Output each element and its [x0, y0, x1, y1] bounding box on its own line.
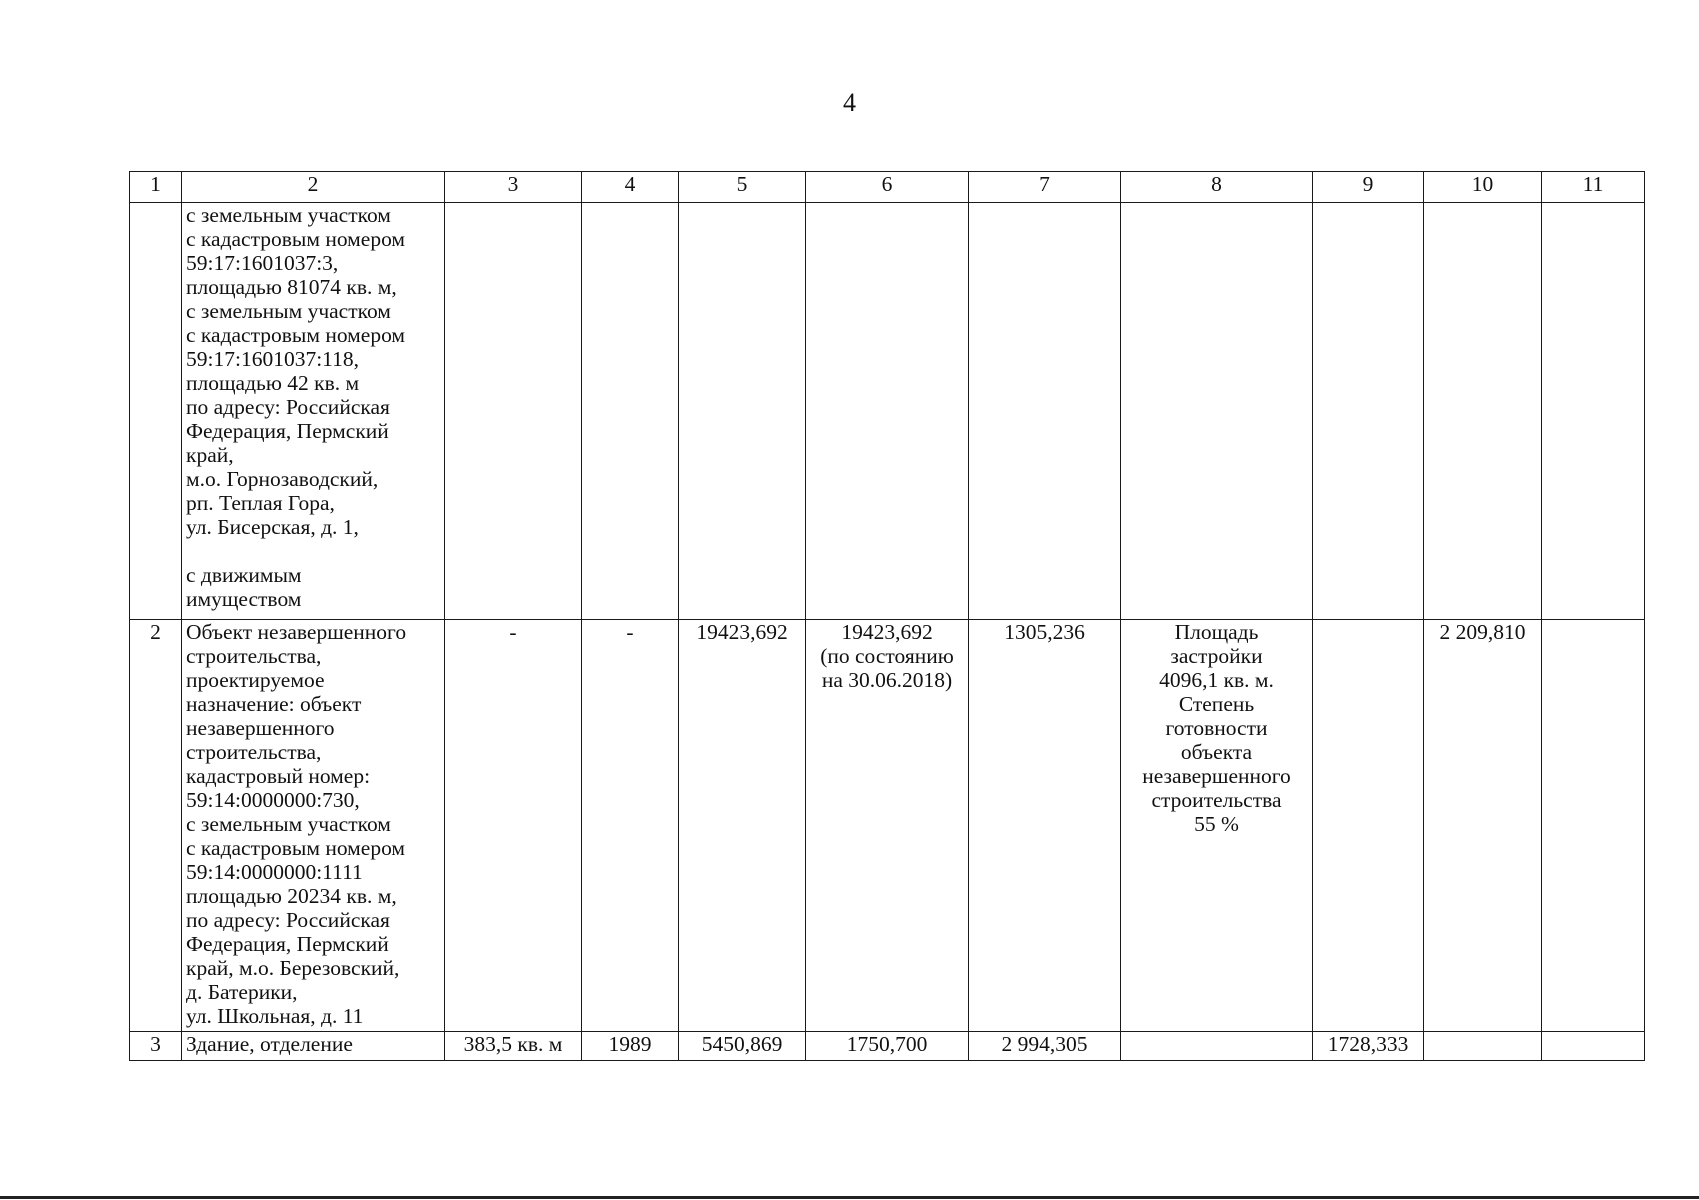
cell-text-line: незавершенного [1142, 764, 1291, 788]
year-cell [582, 203, 679, 620]
cell-text-line: Объект незавершенного [186, 620, 407, 644]
cell-text-line: назначение: объект [186, 692, 362, 716]
property-table [129, 171, 1645, 1061]
table-row [130, 1032, 1645, 1061]
cell-text-line: д. Батерики, [186, 980, 298, 1004]
cell-text-line: 59:17:1601037:118, [186, 347, 359, 371]
cell-text-line: на 30.06.2018) [821, 668, 953, 692]
cell-text-line: с кадастровым номером [186, 323, 406, 347]
value-col9-cell [1313, 620, 1424, 1032]
cell-text-line: Степень [1178, 692, 1255, 716]
cell-text-line: проектируемое [186, 668, 325, 692]
cell-text-line: имуществом [186, 587, 302, 611]
value-col10-cell: 2 209,810 [1424, 620, 1542, 1032]
column-header: 7 [969, 172, 1121, 203]
cell-text-line: рп. Теплая Гора, [186, 491, 335, 515]
cell-text-line: кадастровый номер: [186, 764, 371, 788]
characteristics-cell [1121, 203, 1313, 620]
cell-text-line [186, 539, 440, 563]
cell-text-line: Федерация, Пермский [186, 932, 389, 956]
value-col5-cell: 19423,692 [679, 620, 806, 1032]
cell-text-line: с земельным участком [186, 203, 391, 227]
column-header: 5 [679, 172, 806, 203]
value-col5-cell: 5450,869 [679, 1032, 806, 1061]
column-header: 2 [182, 172, 445, 203]
cell-text-line: с кадастровым номером [186, 227, 406, 251]
value-col10-cell [1424, 203, 1542, 620]
value-col7-cell: 2 994,305 [969, 1032, 1121, 1061]
column-header: 11 [1542, 172, 1645, 203]
value-col11-cell [1542, 620, 1645, 1032]
cell-text-line: объекта [1180, 740, 1253, 764]
column-header: 9 [1313, 172, 1424, 203]
value-col9-cell: 1728,333 [1313, 1032, 1424, 1061]
area-cell: - [445, 620, 582, 1032]
cell-text-line: с земельным участком [186, 299, 391, 323]
cell-text-line: край, м.о. Березовский, [186, 956, 400, 980]
year-cell: - [582, 620, 679, 1032]
cell-text-line: строительства [1151, 788, 1282, 812]
cell-text-line: незавершенного [186, 716, 335, 740]
value-col7-cell: 1305,236 [969, 620, 1121, 1032]
object-description-cell [182, 203, 445, 620]
column-header: 6 [806, 172, 969, 203]
value-col10-cell [1424, 1032, 1542, 1061]
value-col7-cell [969, 203, 1121, 620]
cell-text-line: площадью 20234 кв. м, [186, 884, 397, 908]
cell-text-line: 19423,692 [841, 620, 933, 644]
cell-text-line: ул. Бисерская, д. 1, [186, 515, 359, 539]
object-description-cell [182, 620, 445, 1032]
cell-text-line: застройки [1170, 644, 1263, 668]
cell-text-line: с кадастровым номером [186, 836, 406, 860]
cell-text-line: ул. Школьная, д. 11 [186, 1004, 364, 1028]
row-number-cell: 3 [130, 1032, 182, 1061]
cell-text-line: Федерация, Пермский [186, 419, 389, 443]
column-header: 1 [130, 172, 182, 203]
cell-text-line: м.о. Горнозаводский, [186, 467, 379, 491]
cell-text-line: (по состоянию [820, 644, 954, 668]
column-header: 3 [445, 172, 582, 203]
cell-text-line: с движимым [186, 563, 302, 587]
cell-text-line: строительства, [186, 740, 322, 764]
characteristics-cell [1121, 620, 1313, 1032]
area-cell [445, 203, 582, 620]
row-number-cell: 2 [130, 620, 182, 1032]
cell-text-line: площадью 42 кв. м [186, 371, 360, 395]
column-header: 10 [1424, 172, 1542, 203]
value-col9-cell [1313, 203, 1424, 620]
cell-text-line: 59:17:1601037:3, [186, 251, 339, 275]
table-row [130, 203, 1645, 620]
cell-text-line: по адресу: Российская [186, 908, 390, 932]
object-description-cell [182, 1032, 445, 1061]
cell-text-line: 1750,700 [846, 1032, 928, 1056]
value-col11-cell [1542, 1032, 1645, 1061]
value-col6-cell [806, 1032, 969, 1061]
cell-text-line: 55 % [1194, 812, 1239, 836]
column-header: 4 [582, 172, 679, 203]
cell-text-line: строительства, [186, 644, 322, 668]
value-col6-cell [806, 620, 969, 1032]
cell-text-line: Площадь [1174, 620, 1259, 644]
area-cell: 383,5 кв. м [445, 1032, 582, 1061]
column-number-row [130, 172, 1645, 203]
value-col5-cell [679, 203, 806, 620]
value-col6-cell [806, 203, 969, 620]
column-header: 8 [1121, 172, 1313, 203]
cell-text-line: готовности [1165, 716, 1268, 740]
page-number: 4 [843, 88, 856, 117]
scan-edge-line [0, 1196, 1699, 1199]
year-cell: 1989 [582, 1032, 679, 1061]
value-col11-cell [1542, 203, 1645, 620]
cell-text-line: с земельным участком [186, 812, 391, 836]
table-row [130, 620, 1645, 1032]
cell-text-line: 59:14:0000000:730, [186, 788, 360, 812]
cell-text-line: 59:14:0000000:1111 [186, 860, 363, 884]
cell-text-line: Здание, отделение [186, 1032, 353, 1056]
cell-text-line: по адресу: Российская [186, 395, 390, 419]
cell-text-line: площадью 81074 кв. м, [186, 275, 397, 299]
characteristics-cell [1121, 1032, 1313, 1061]
cell-text-line: край, [186, 443, 234, 467]
row-number-cell [130, 203, 182, 620]
cell-text-line: 4096,1 кв. м. [1159, 668, 1274, 692]
